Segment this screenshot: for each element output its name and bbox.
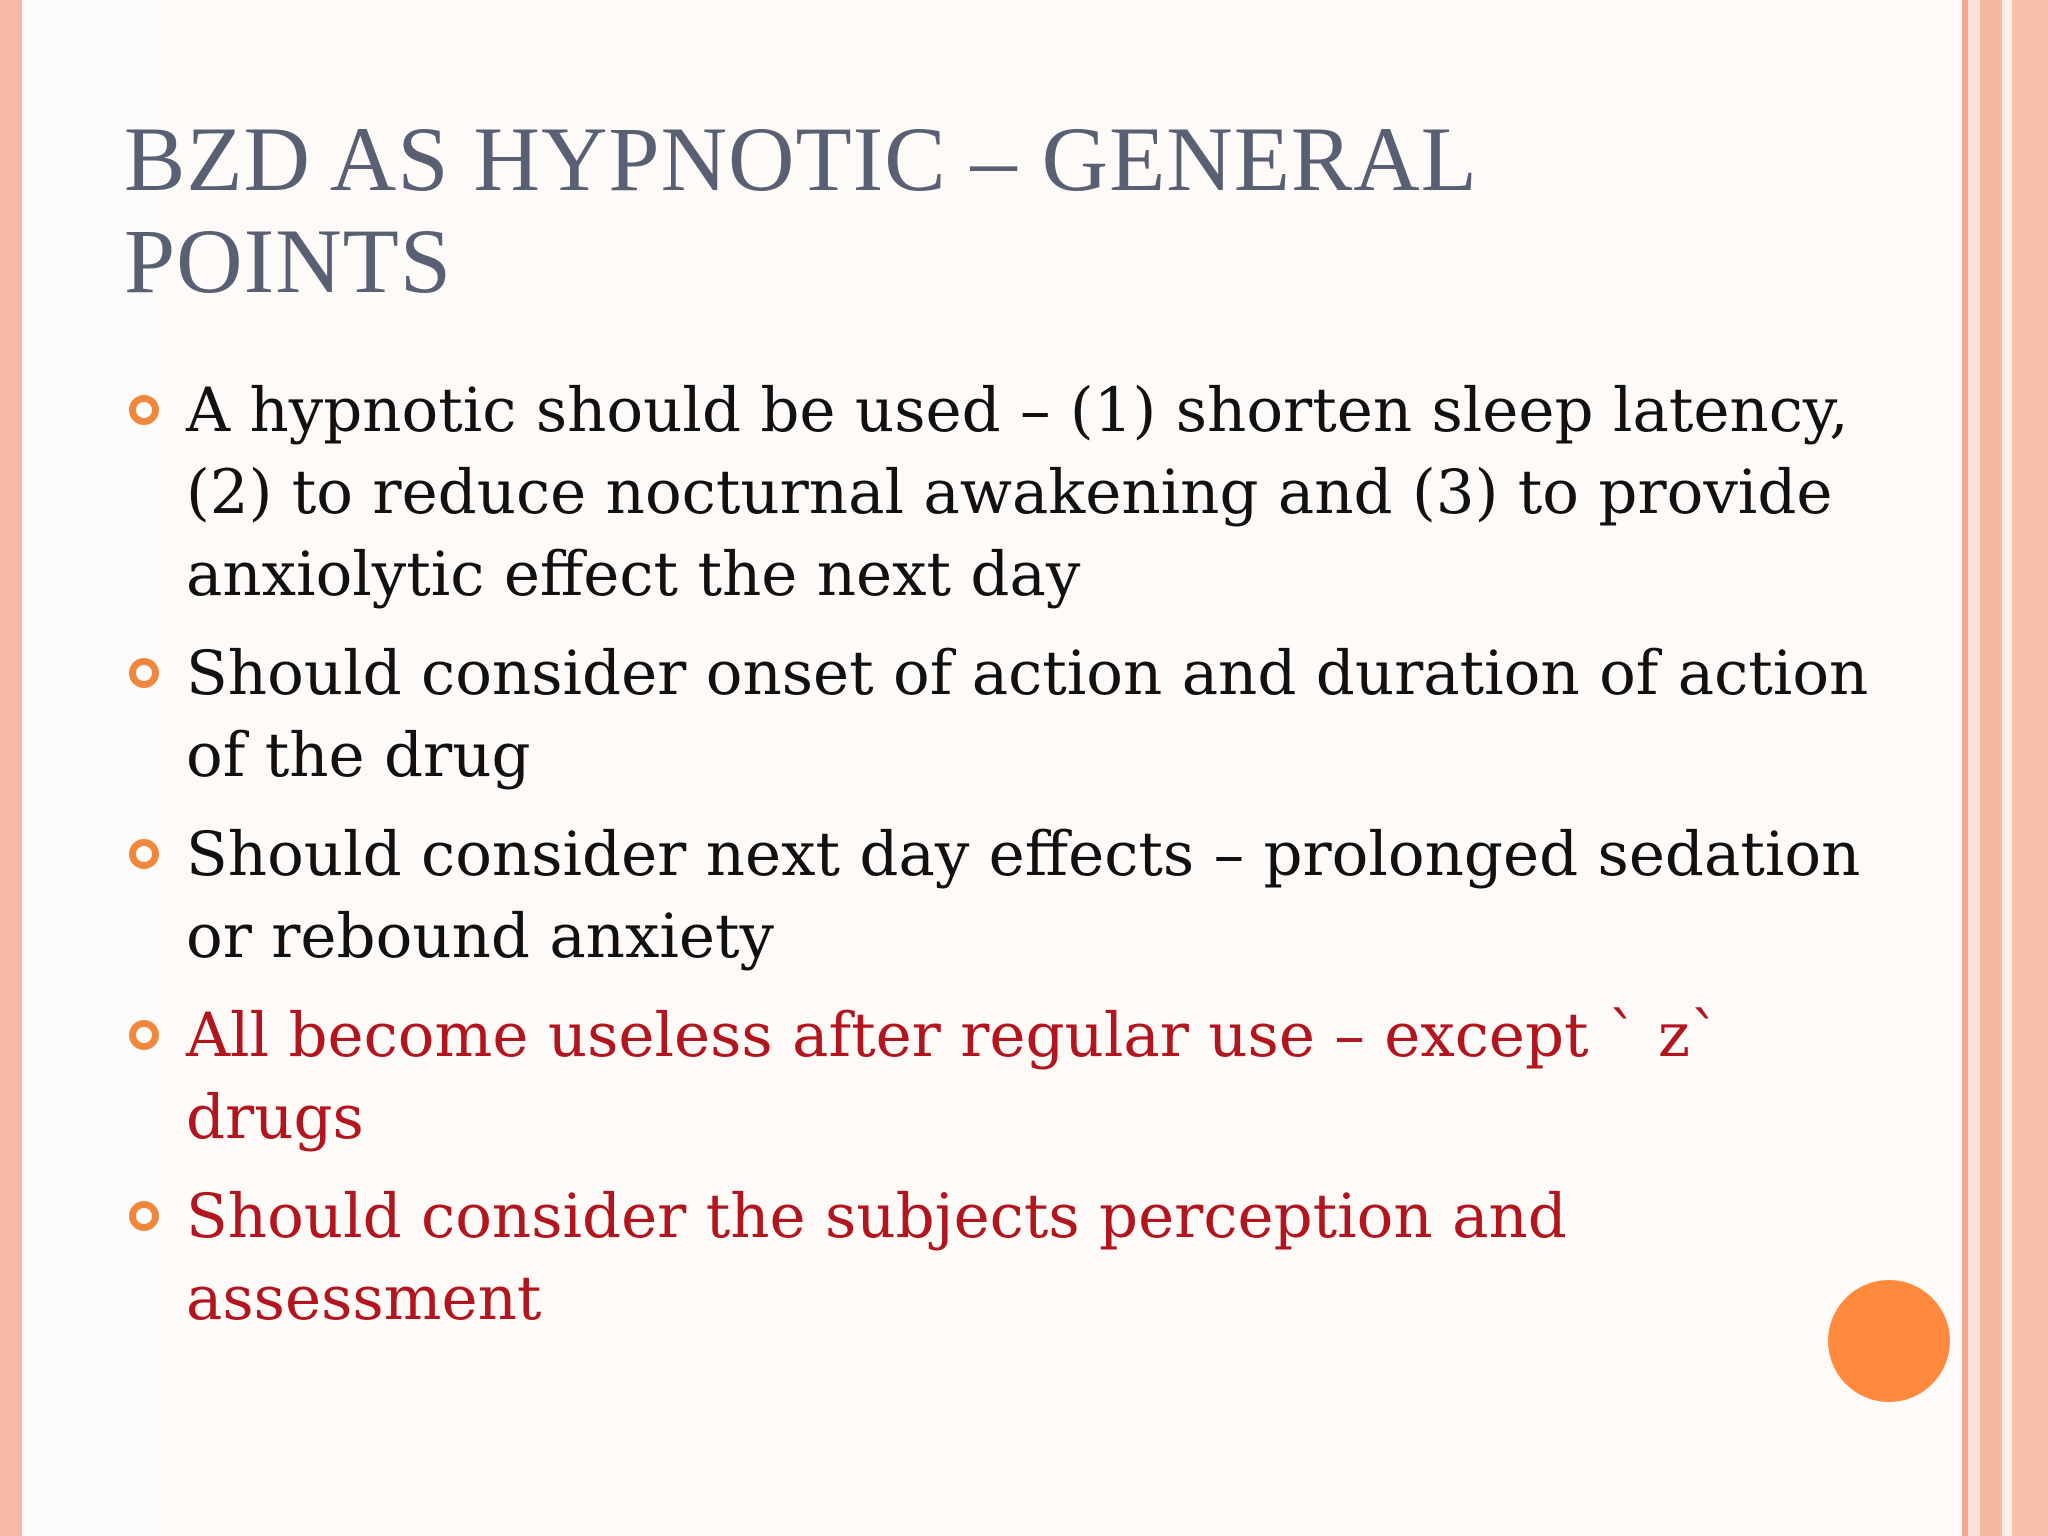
- bullet-text: Should consider onset of action and duration of action of the drug: [186, 638, 1869, 791]
- bullet-text: Should consider next day effects – prolonged sedation or rebound anxiety: [186, 819, 1861, 972]
- orange-accent-circle: [1828, 1280, 1950, 1402]
- bullet-item-regular-use: [124, 995, 1884, 1159]
- bullet-item-subject-perception: [124, 1176, 1884, 1340]
- bullet-text: A hypnotic should be used – (1) shorten sleep latency, (2) to reduce nocturnal awakening and (3) to provide anxiolytic effect the next day: [186, 375, 1849, 610]
- bullet-list: [124, 370, 1884, 1357]
- right-decorative-stripe: [2012, 0, 2048, 1536]
- bullet-circle-icon: [129, 658, 159, 688]
- right-decorative-stripe: [1980, 0, 2002, 1536]
- bullet-item-onset-duration: [124, 633, 1884, 797]
- bullet-circle-icon: [129, 1201, 159, 1231]
- bullet-circle-icon: [129, 395, 159, 425]
- bullet-text: Should consider the subjects perception and assessment: [186, 1181, 1567, 1334]
- bullet-text: All become useless after regular use – except ` z` drugs: [186, 1000, 1721, 1153]
- right-decorative-stripe: [2002, 0, 2012, 1536]
- bullet-item-next-day-effects: [124, 814, 1884, 978]
- slide-title: BZD AS HYPNOTIC – GENERAL POINTS: [124, 108, 1475, 312]
- left-decorative-bar: [0, 0, 22, 1536]
- bullet-item-hypnotic-use: [124, 370, 1884, 616]
- bullet-circle-icon: [129, 839, 159, 869]
- bullet-circle-icon: [129, 1020, 159, 1050]
- right-decorative-stripe: [1968, 0, 1980, 1536]
